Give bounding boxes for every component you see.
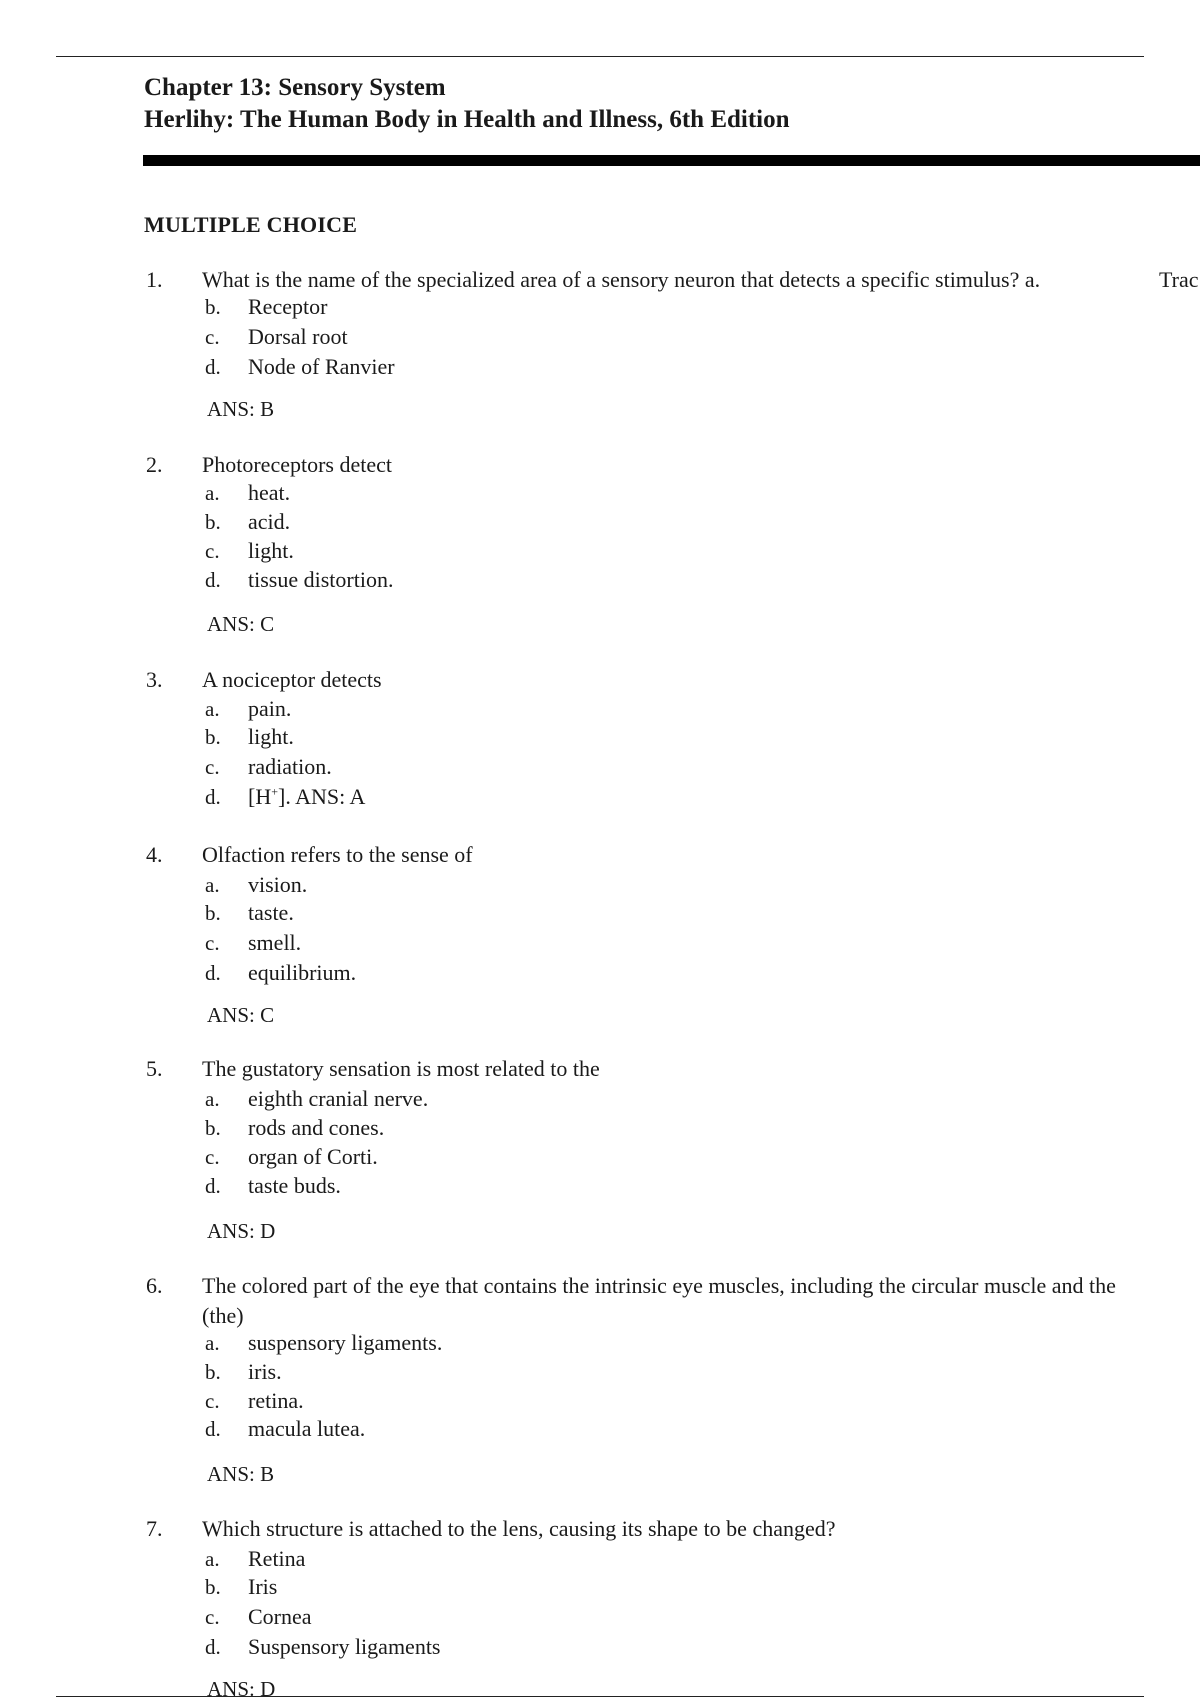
- option-text: Receptor: [248, 294, 328, 319]
- option-text: [248, 782, 365, 812]
- question-number: 1.: [146, 267, 163, 292]
- option-letter: a.: [205, 1087, 220, 1111]
- option: [0, 722, 1200, 752]
- answer-key: ANS: D: [207, 1219, 276, 1243]
- option-text: light.: [248, 538, 294, 563]
- option: [0, 1084, 1200, 1114]
- option: [0, 322, 1200, 352]
- option-text: heat.: [248, 480, 291, 505]
- option-letter: b.: [205, 1116, 221, 1140]
- option: [0, 352, 1200, 382]
- question-number: 4.: [146, 842, 163, 867]
- option-letter: b.: [205, 1360, 221, 1384]
- option-text: Retina: [248, 1546, 306, 1571]
- option: [0, 928, 1200, 958]
- heavy-divider: [143, 155, 1200, 166]
- option-text: retina.: [248, 1388, 304, 1413]
- book-title: Herlihy: The Human Body in Health and Illness, 6th Edition: [144, 106, 790, 133]
- option-letter: c.: [205, 1605, 220, 1629]
- option-text: suspensory ligaments.: [248, 1330, 443, 1355]
- option: [0, 1632, 1200, 1662]
- option-letter: d.: [205, 785, 221, 809]
- option-letter: a.: [205, 481, 220, 505]
- superscript-plus: +: [271, 784, 278, 799]
- option-letter: d.: [205, 1417, 221, 1441]
- option-text: organ of Corti.: [248, 1144, 378, 1169]
- option-text: Cornea: [248, 1604, 312, 1629]
- option-text: radiation.: [248, 754, 332, 779]
- answer-key: ANS: C: [207, 1003, 275, 1027]
- option-text: Node of Ranvier: [248, 354, 395, 379]
- question-number: 5.: [146, 1056, 163, 1081]
- question-text-line-2: (the): [202, 1303, 244, 1328]
- question-text-overflow: Trac: [1159, 267, 1199, 292]
- option: [0, 478, 1200, 508]
- answer-key: ANS: B: [207, 397, 275, 421]
- option-text: iris.: [248, 1359, 282, 1384]
- option-text: tissue distortion.: [248, 567, 394, 592]
- option: [0, 1386, 1200, 1416]
- option: [0, 292, 1200, 322]
- option-letter: d.: [205, 1635, 221, 1659]
- option-text: light.: [248, 724, 294, 749]
- option-letter: a.: [205, 1331, 220, 1355]
- option-text: equilibrium.: [248, 960, 357, 985]
- option-text-post: ]. ANS: A: [278, 784, 366, 809]
- option-letter: c.: [205, 931, 220, 955]
- top-rule: [56, 56, 1144, 57]
- option-letter: d.: [205, 961, 221, 985]
- bottom-rule: [56, 1696, 1144, 1697]
- option: [0, 694, 1200, 724]
- question-text: Which structure is attached to the lens, causing its shape to be changed?: [202, 1516, 836, 1541]
- option-text: smell.: [248, 930, 302, 955]
- option-letter: b.: [205, 901, 221, 925]
- option-letter: b.: [205, 725, 221, 749]
- option-text: Suspensory ligaments: [248, 1634, 441, 1659]
- option-text: Dorsal root: [248, 324, 348, 349]
- option: [0, 1113, 1200, 1143]
- option-letter: b.: [205, 295, 221, 319]
- option-letter: b.: [205, 1575, 221, 1599]
- question-text: The colored part of the eye that contains the intrinsic eye muscles, including the circular muscle and the: [202, 1273, 1116, 1298]
- option-text: vision.: [248, 872, 308, 897]
- option-letter: c.: [205, 755, 220, 779]
- option-text: acid.: [248, 509, 291, 534]
- option-text: taste buds.: [248, 1173, 341, 1198]
- option: [0, 898, 1200, 928]
- option: [0, 870, 1200, 900]
- chapter-title: Chapter 13: Sensory System: [144, 74, 446, 101]
- question-number: 3.: [146, 667, 163, 692]
- option: [0, 752, 1200, 782]
- option-letter: d.: [205, 568, 221, 592]
- question-text: The gustatory sensation is most related to the: [202, 1056, 600, 1081]
- question-text: Olfaction refers to the sense of: [202, 842, 473, 867]
- option: [0, 1357, 1200, 1387]
- option-text: pain.: [248, 696, 292, 721]
- option: [0, 1602, 1200, 1632]
- option-text: rods and cones.: [248, 1115, 385, 1140]
- question-number: 2.: [146, 452, 163, 477]
- option-text: taste.: [248, 900, 294, 925]
- option-letter: a.: [205, 1547, 220, 1571]
- option-letter: c.: [205, 539, 220, 563]
- option: [0, 1142, 1200, 1172]
- option-text: eighth cranial nerve.: [248, 1086, 429, 1111]
- option-text: Iris: [248, 1574, 278, 1599]
- option: [0, 1171, 1200, 1201]
- question-text: A nociceptor detects: [202, 667, 382, 692]
- question-number: 6.: [146, 1273, 163, 1298]
- option: [0, 1544, 1200, 1574]
- option-letter: c.: [205, 1145, 220, 1169]
- option-letter: a.: [205, 697, 220, 721]
- option: [0, 507, 1200, 537]
- answer-key: ANS: C: [207, 612, 275, 636]
- option-letter: d.: [205, 1174, 221, 1198]
- option: [0, 782, 1200, 812]
- option: [0, 1328, 1200, 1358]
- option-letter: b.: [205, 510, 221, 534]
- option: [0, 536, 1200, 566]
- option-letter: c.: [205, 1389, 220, 1413]
- option-letter: c.: [205, 325, 220, 349]
- answer-key: ANS: D: [207, 1677, 276, 1700]
- option-letter: d.: [205, 355, 221, 379]
- option-text-pre: [H: [248, 784, 272, 809]
- question-number: 7.: [146, 1516, 163, 1541]
- option: [0, 1572, 1200, 1602]
- question-text: What is the name of the specialized area of a sensory neuron that detects a specific stimulus? a.: [202, 267, 1041, 292]
- section-label: MULTIPLE CHOICE: [144, 212, 358, 237]
- option-letter: a.: [205, 873, 220, 897]
- answer-key: ANS: B: [207, 1462, 275, 1486]
- option: [0, 565, 1200, 595]
- option: [0, 1414, 1200, 1444]
- option-text: macula lutea.: [248, 1416, 366, 1441]
- question-text: Photoreceptors detect: [202, 452, 392, 477]
- option: [0, 958, 1200, 988]
